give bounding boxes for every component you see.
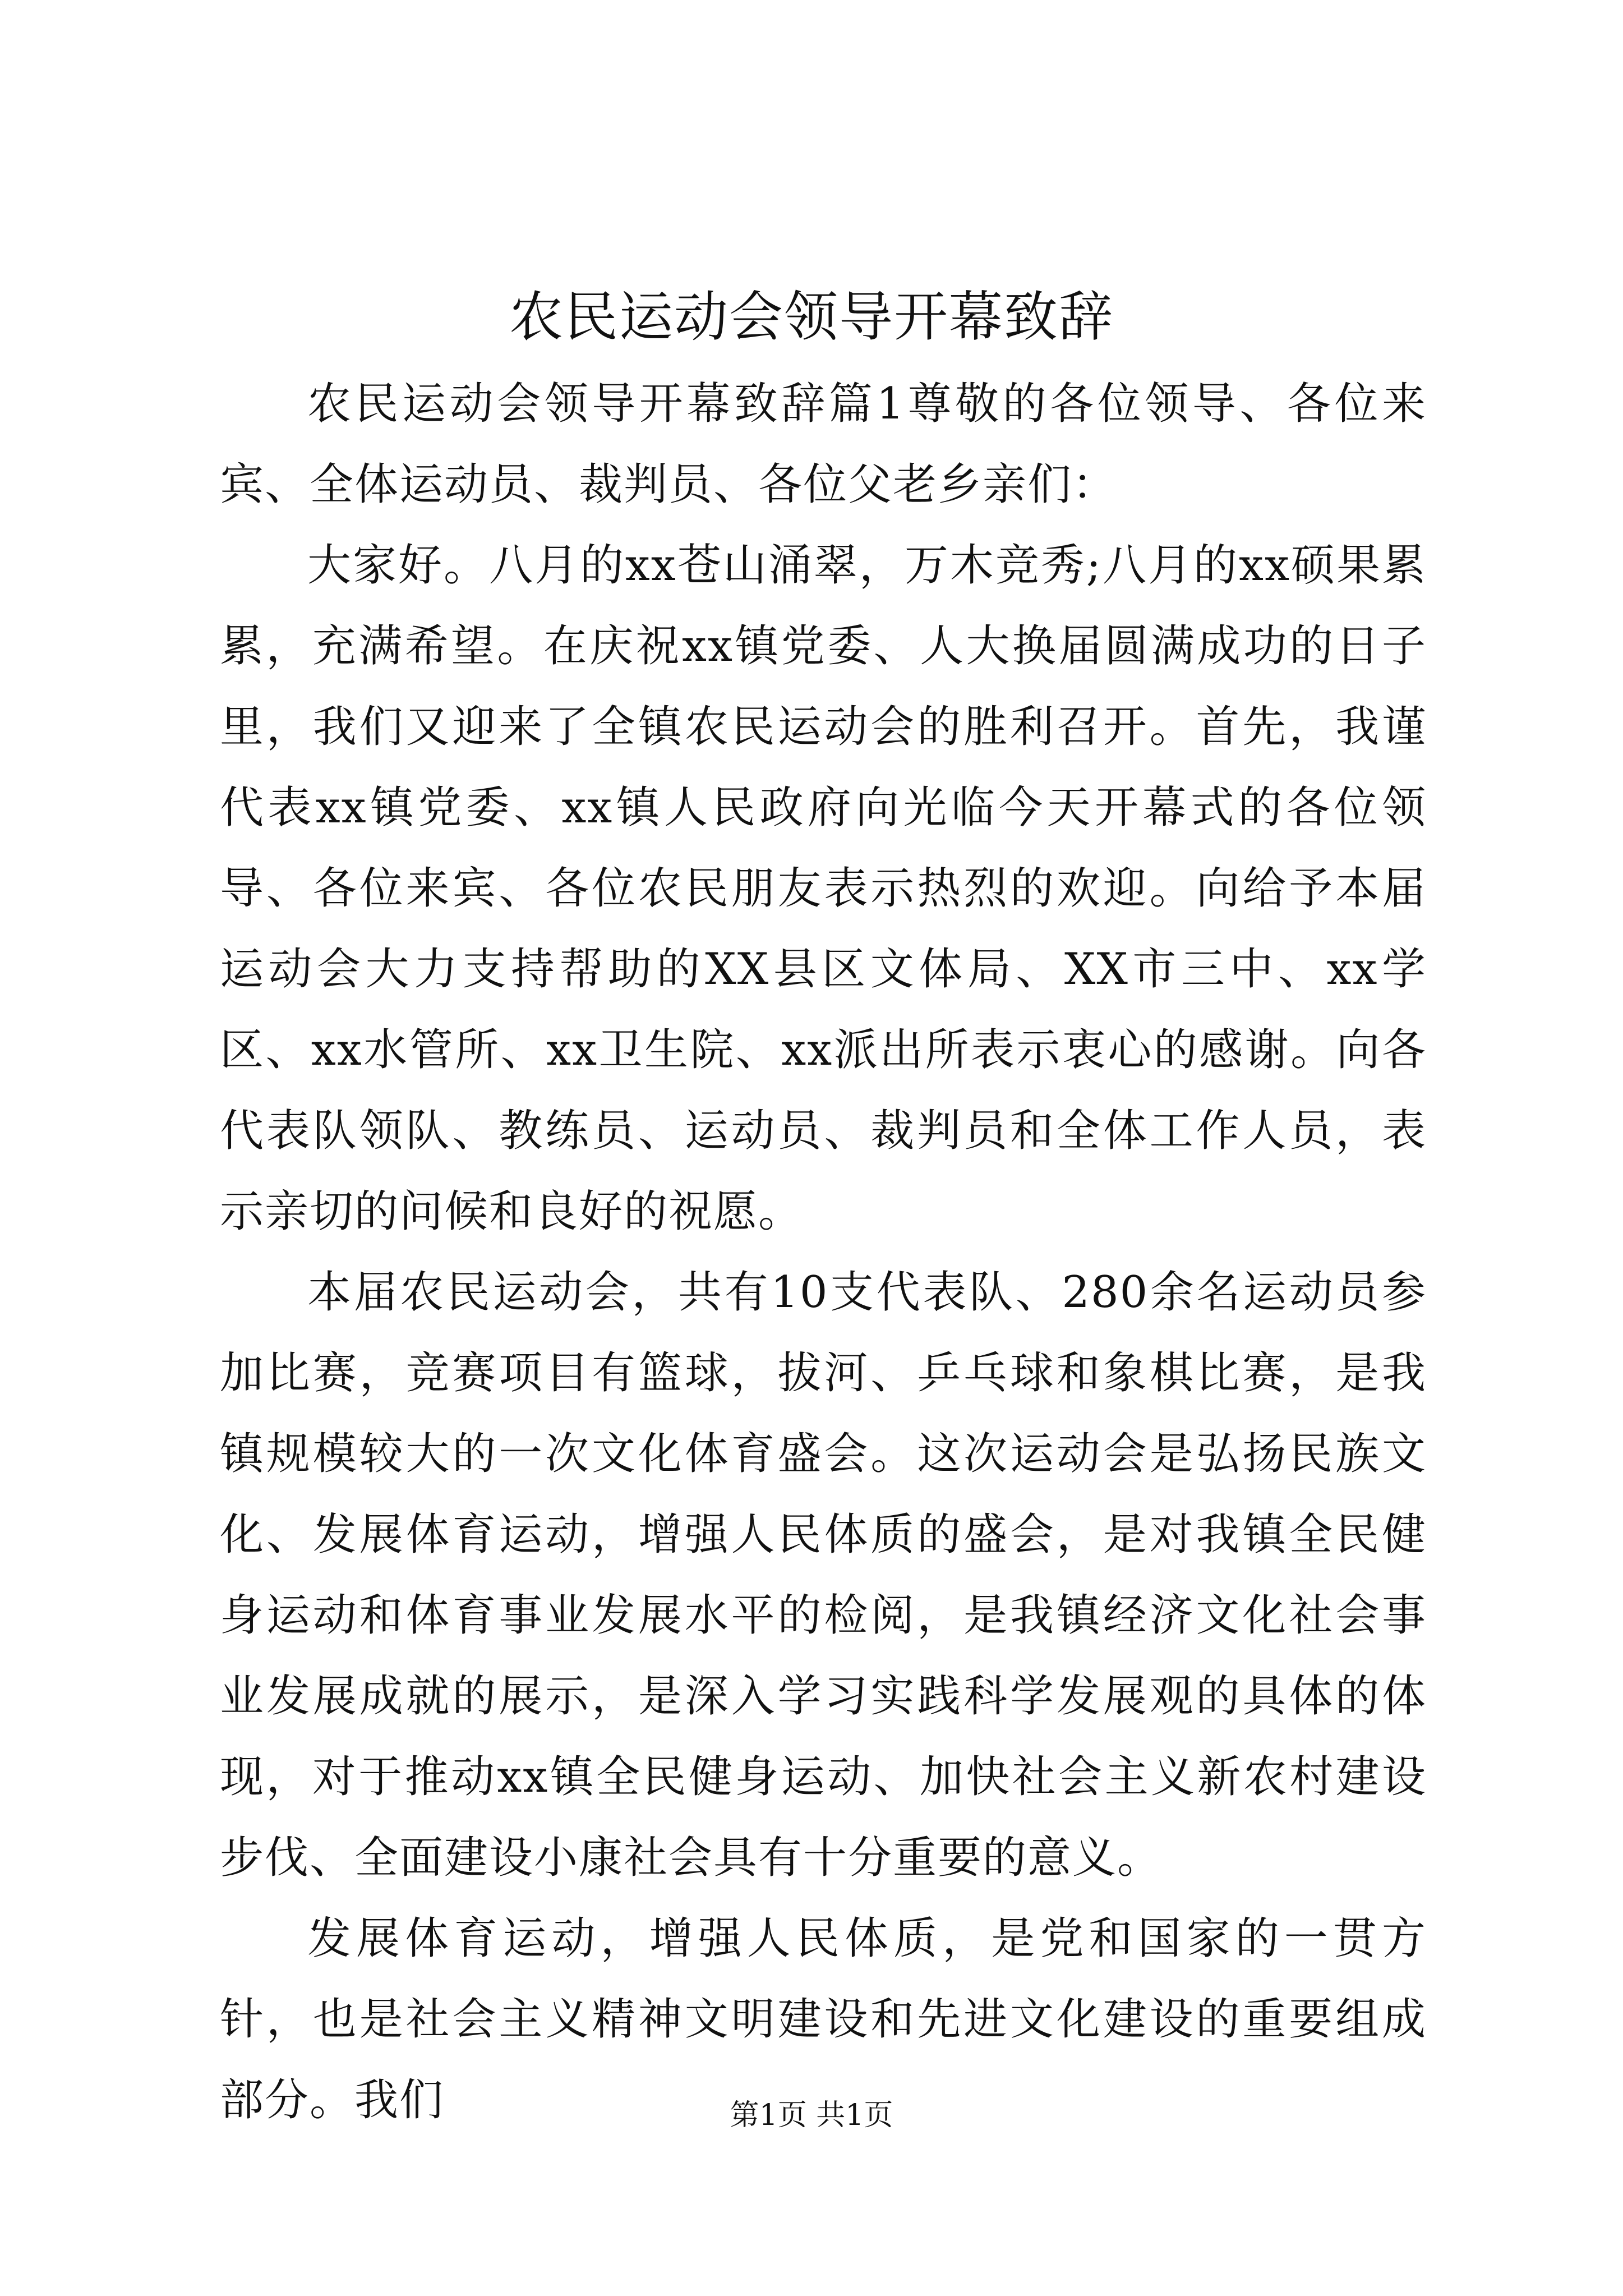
document-title: 农民运动会领导开幕致辞	[509, 286, 1114, 348]
page-footer: 第1页 共1页	[730, 2099, 893, 2132]
paragraph-sports-policy: 发展体育运动，增强人民体质，是党和国家的一贯方针，也是社会主义精神文明建设和先进文化建设的重要组成部分。我们	[220, 1913, 1427, 2125]
paragraph-event-overview: 本届农民运动会，共有10支代表队、280余名运动员参加比赛，竞赛项目有篮球，拔河、乒乓球和象棋比赛，是我镇规模较大的一次文化体育盛会。这次运动会是弘扬民族文化、发展体育运动，增强人民体质的盛会，是对我镇全民健身运动和体育事业发展水平的检阅，是我镇经济文化社会事业发展成就的展示，是深入学习实践科学发展观的具体的体现，对于推动xx镇全民健身运动、加快社会主义新农村建设步伐、全面建设小康社会具有十分重要的意义。	[220, 1267, 1427, 1883]
paragraph-welcome: 大家好。八月的xx苍山涌翠，万木竞秀;八月的xx硕果累累，充满希望。在庆祝xx镇党委、人大换届圆满成功的日子里，我们又迎来了全镇农民运动会的胜利召开。首先，我谨代表xx镇党委、xx镇人民政府向光临今天开幕式的各位领导、各位来宾、各位农民朋友表示热烈的欢迎。向给予本届运动会大力支持帮助的XX县区文体局、XX市三中、xx学区、xx水管所、xx卫生院、xx派出所表示衷心的感谢。向各代表队领队、教练员、运动员、裁判员和全体工作人员，表示亲切的问候和良好的祝愿。	[220, 540, 1427, 1237]
document-body	[220, 364, 1427, 2141]
paragraph-salutation: 农民运动会领导开幕致辞篇1尊敬的各位领导、各位来宾、全体运动员、裁判员、各位父老乡亲们：	[220, 379, 1427, 510]
